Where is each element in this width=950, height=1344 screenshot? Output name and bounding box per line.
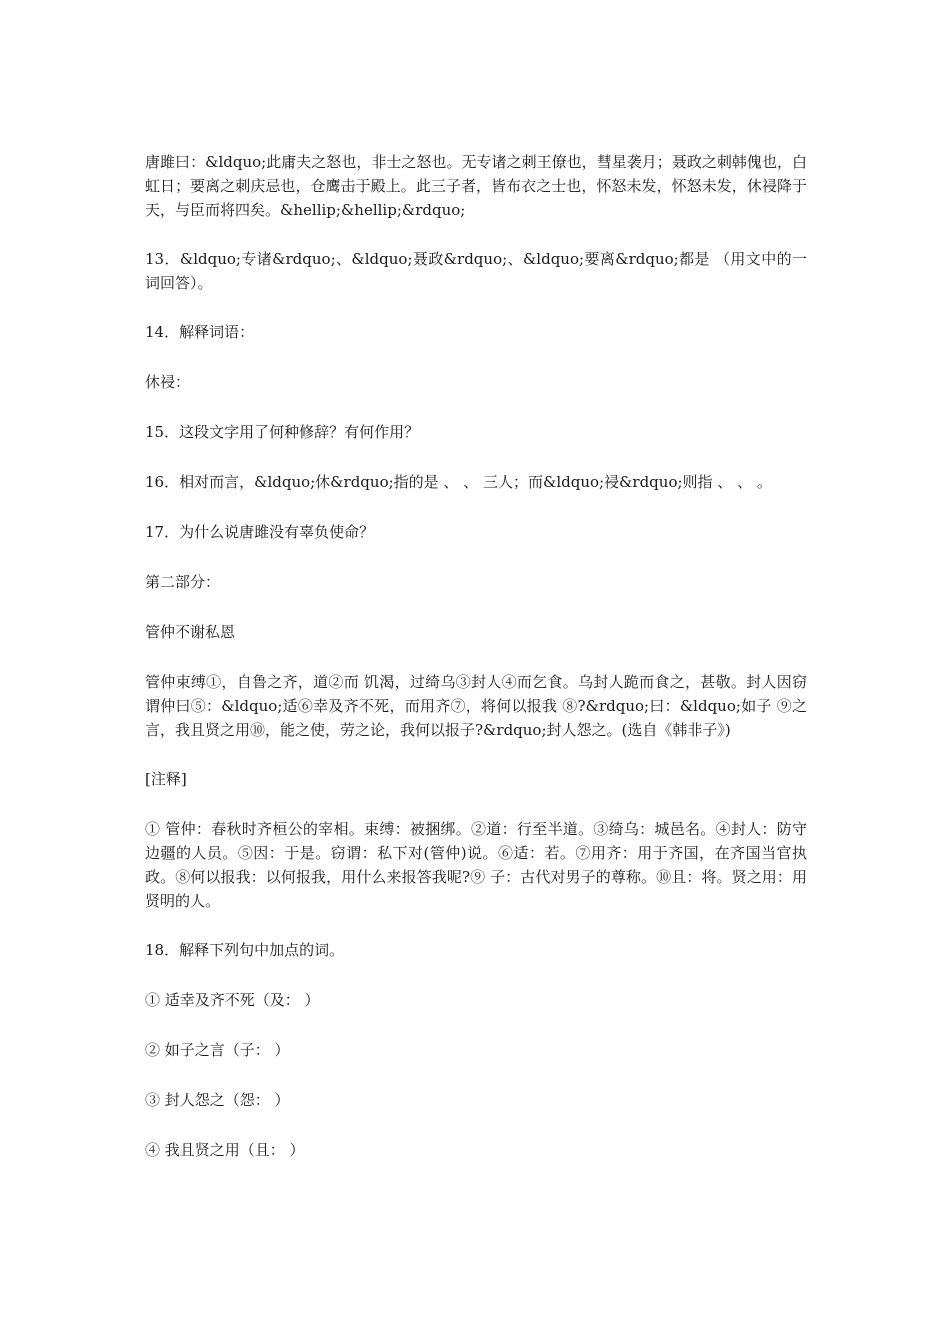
question-13: 13．&ldquo;专诸&rdquo;、&ldquo;聂政&rdquo;、&ldquo;要离&rdquo;都是 （用文中的一词回答）。 bbox=[145, 250, 807, 292]
question-18-item-3: ③ 封人怨之（怨： ） bbox=[145, 1091, 290, 1109]
question-14-term: 休祲： bbox=[145, 373, 191, 391]
section-heading: 第二部分： bbox=[145, 573, 221, 591]
passage-text: 管仲束缚①，自鲁之齐，道②而 饥渴，过绮乌③封人④而乞食。乌封人跪而食之，甚敬。封人因窃谓仲曰⑤：&ldquo;适⑥幸及齐不死，而用齐⑦，将何以报我 ⑧?&rdquo;曰：&ldquo;如子 ⑨之言，我且贤之用⑩，能之使，劳之论，我何以报子?&rdquo;封人怨之。(选自《韩非子》) bbox=[145, 673, 807, 739]
question-18: 18．解释下列句中加点的词。 bbox=[145, 941, 345, 959]
document-body bbox=[145, 150, 807, 1188]
question-16: 16．相对而言，&ldquo;休&rdquo;指的是 、 、 三人；而&ldquo;祲&rdquo;则指 、 、 。 bbox=[145, 473, 772, 491]
question-17: 17．为什么说唐雎没有辜负使命？ bbox=[145, 523, 375, 541]
passage-paragraph: 唐雎曰：&ldquo;此庸夫之怒也，非士之怒也。无专诸之刺王僚也，彗星袭月；聂政之刺韩傀也，白虹日；要离之刺庆忌也，仓鹰击于殿上。此三子者，皆布衣之士也，怀怒未发，怀怒未发，休祲降于天，与臣而将四矣。&hellip;&hellip;&rdquo; bbox=[145, 153, 807, 219]
question-18-item-2: ② 如子之言（子： ） bbox=[145, 1041, 290, 1059]
question-18-item-4: ④ 我且贤之用（且： ） bbox=[145, 1141, 305, 1159]
question-14: 14．解释词语： bbox=[145, 323, 255, 341]
question-15: 15．这段文字用了何种修辞？有何作用？ bbox=[145, 423, 420, 441]
passage-title: 管仲不谢私恩 bbox=[145, 623, 236, 641]
notes-text: ① 管仲：春秋时齐桓公的宰相。束缚：被捆绑。②道：行至半道。③绮乌：城邑名。④封人：防守边疆的人员。⑤因：于是。窃谓：私下对(管仲)说。⑥适：若。⑦用齐：用于齐国，在齐国当官执政。⑧何以报我：以何报我，用什么来报答我呢?⑨ 子：古代对男子的尊称。⑩且：将。贤之用：用贤明的人。 bbox=[145, 820, 807, 910]
question-18-item-1: ① 适幸及齐不死（及： ） bbox=[145, 991, 320, 1009]
notes-heading: [注释] bbox=[145, 770, 187, 788]
